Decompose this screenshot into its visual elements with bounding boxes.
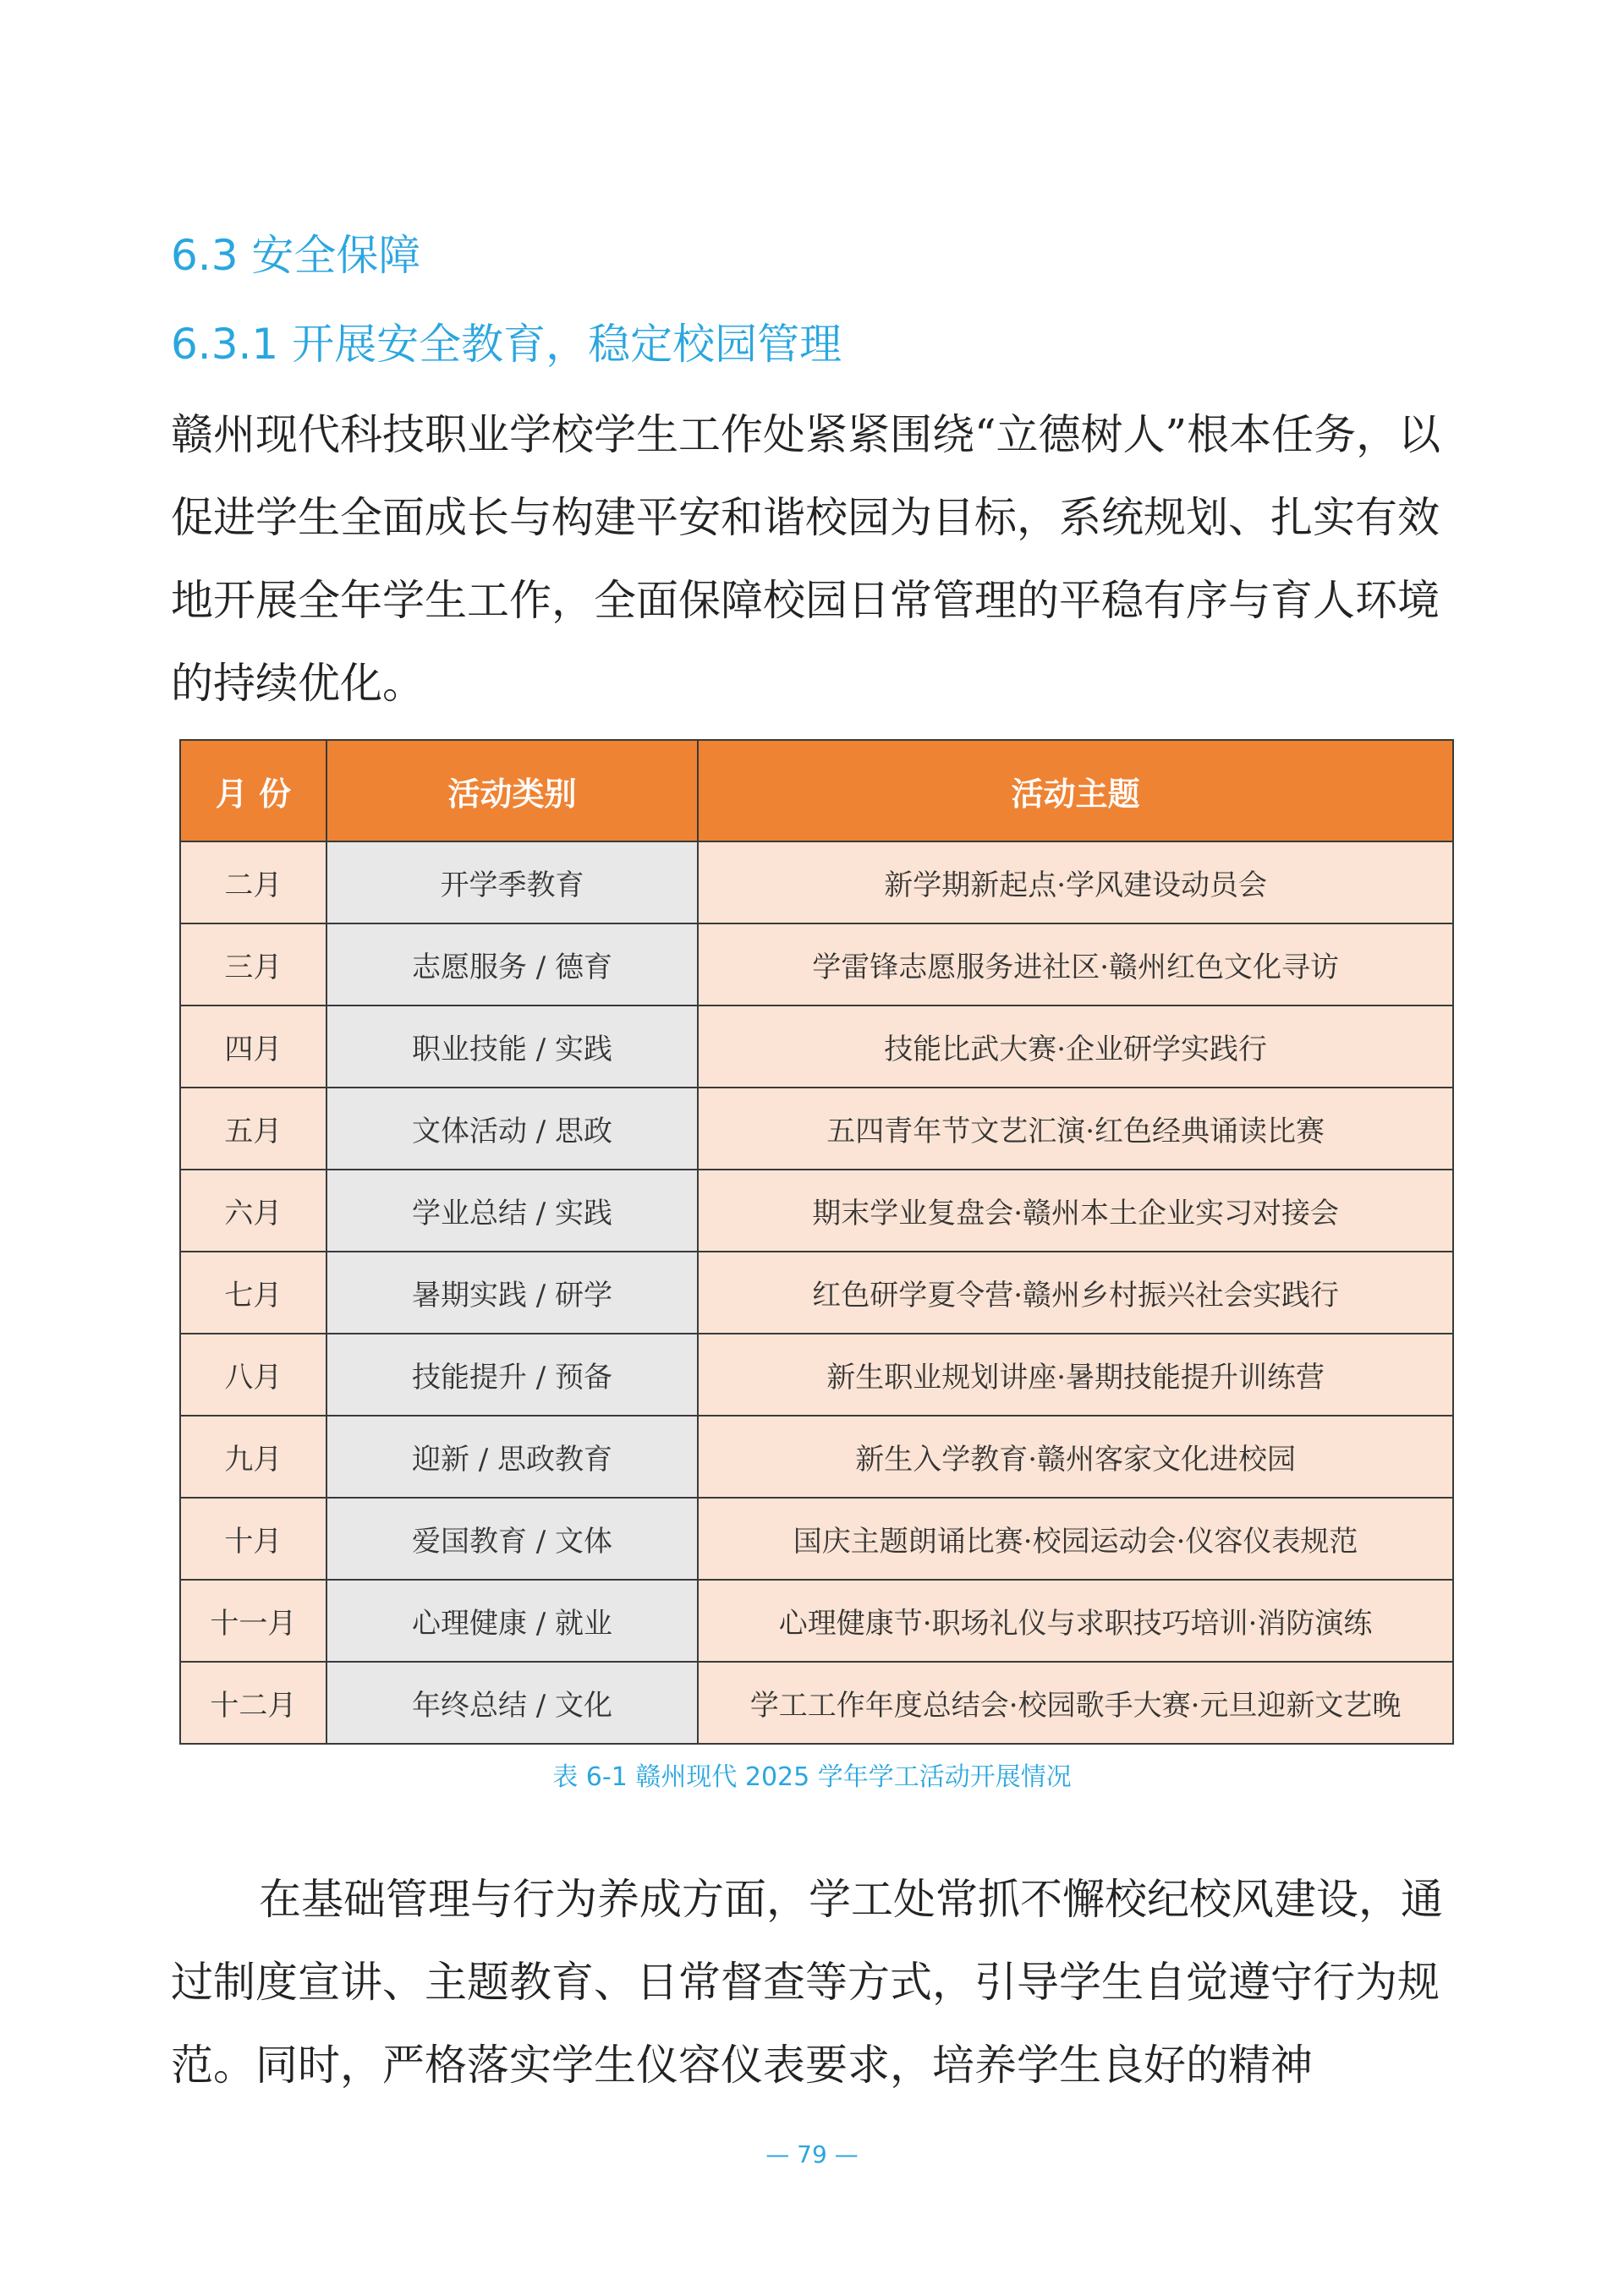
theme-cell: 技能比武大赛·企业研学实践行 [698, 1006, 1453, 1088]
header-category: 活动类别 [326, 740, 698, 841]
theme-cell: 学工工作年度总结会·校园歌手大赛·元旦迎新文艺晚 [698, 1662, 1453, 1744]
category-cell: 学业总结 / 实践 [326, 1170, 698, 1252]
theme-cell: 期末学业复盘会·赣州本土企业实习对接会 [698, 1170, 1453, 1252]
theme-cell: 新学期新起点·学风建设动员会 [698, 841, 1453, 923]
theme-cell: 国庆主题朗诵比赛·校园运动会·仪容仪表规范 [698, 1498, 1453, 1580]
table-header [180, 740, 1453, 841]
month-cell: 八月 [180, 1334, 326, 1416]
table-body [180, 841, 1453, 1744]
theme-cell: 学雷锋志愿服务进社区·赣州红色文化寻访 [698, 923, 1453, 1006]
category-cell: 年终总结 / 文化 [326, 1662, 698, 1744]
month-cell: 六月 [180, 1170, 326, 1252]
table-row [180, 923, 1453, 1006]
month-cell: 十月 [180, 1498, 326, 1580]
header-theme: 活动主题 [698, 740, 1453, 841]
table-row [180, 1334, 1453, 1416]
month-cell: 十二月 [180, 1662, 326, 1744]
month-cell: 七月 [180, 1252, 326, 1334]
table-row [180, 1580, 1453, 1662]
category-cell: 志愿服务 / 德育 [326, 923, 698, 1006]
theme-cell: 新生职业规划讲座·暑期技能提升训练营 [698, 1334, 1453, 1416]
category-cell: 技能提升 / 预备 [326, 1334, 698, 1416]
table-row [180, 1170, 1453, 1252]
category-cell: 爱国教育 / 文体 [326, 1498, 698, 1580]
intro-paragraph: 赣州现代科技职业学校学生工作处紧紧围绕“立德树人”根本任务，以促进学生全面成长与构建平安和谐校园为目标，系统规划、扎实有效地开展全年学生工作，全面保障校园日常管理的平稳有序与育人环境的持续优化。 [171, 410, 1441, 708]
table-caption: 表 6-1 赣州现代 2025 学年学工活动开展情况 [552, 1762, 1072, 1792]
activity-table [179, 739, 1454, 1745]
theme-cell: 红色研学夏令营·赣州乡村振兴社会实践行 [698, 1252, 1453, 1334]
category-cell: 心理健康 / 就业 [326, 1580, 698, 1662]
table-row [180, 1416, 1453, 1498]
theme-cell: 五四青年节文艺汇演·红色经典诵读比赛 [698, 1088, 1453, 1170]
month-cell: 十一月 [180, 1580, 326, 1662]
month-cell: 三月 [180, 923, 326, 1006]
table-row [180, 1088, 1453, 1170]
category-cell: 开学季教育 [326, 841, 698, 923]
table-row [180, 841, 1453, 923]
page-number: — 79 — [765, 2140, 859, 2168]
month-cell: 四月 [180, 1006, 326, 1088]
category-cell: 迎新 / 思政教育 [326, 1416, 698, 1498]
section-subheading: 6.3.1 开展安全教育，稳定校园管理 [171, 320, 842, 369]
table-row [180, 1006, 1453, 1088]
category-cell: 职业技能 / 实践 [326, 1006, 698, 1088]
body-paragraph: 在基础管理与行为养成方面，学工处常抓不懈校纪校风建设，通过制度宣讲、主题教育、日常督查等方式，引导学生自觉遵守行为规范。同时，严格落实学生仪容仪表要求，培养学生良好的精神 [171, 1875, 1443, 2090]
month-cell: 九月 [180, 1416, 326, 1498]
theme-cell: 新生入学教育·赣州客家文化进校园 [698, 1416, 1453, 1498]
table-row [180, 1662, 1453, 1744]
category-cell: 文体活动 / 思政 [326, 1088, 698, 1170]
category-cell: 暑期实践 / 研学 [326, 1252, 698, 1334]
table-row [180, 1498, 1453, 1580]
theme-cell: 心理健康节·职场礼仪与求职技巧培训·消防演练 [698, 1580, 1453, 1662]
month-cell: 五月 [180, 1088, 326, 1170]
table-row [180, 1252, 1453, 1334]
section-heading: 6.3 安全保障 [171, 231, 421, 280]
header-month: 月 份 [180, 740, 326, 841]
month-cell: 二月 [180, 841, 326, 923]
